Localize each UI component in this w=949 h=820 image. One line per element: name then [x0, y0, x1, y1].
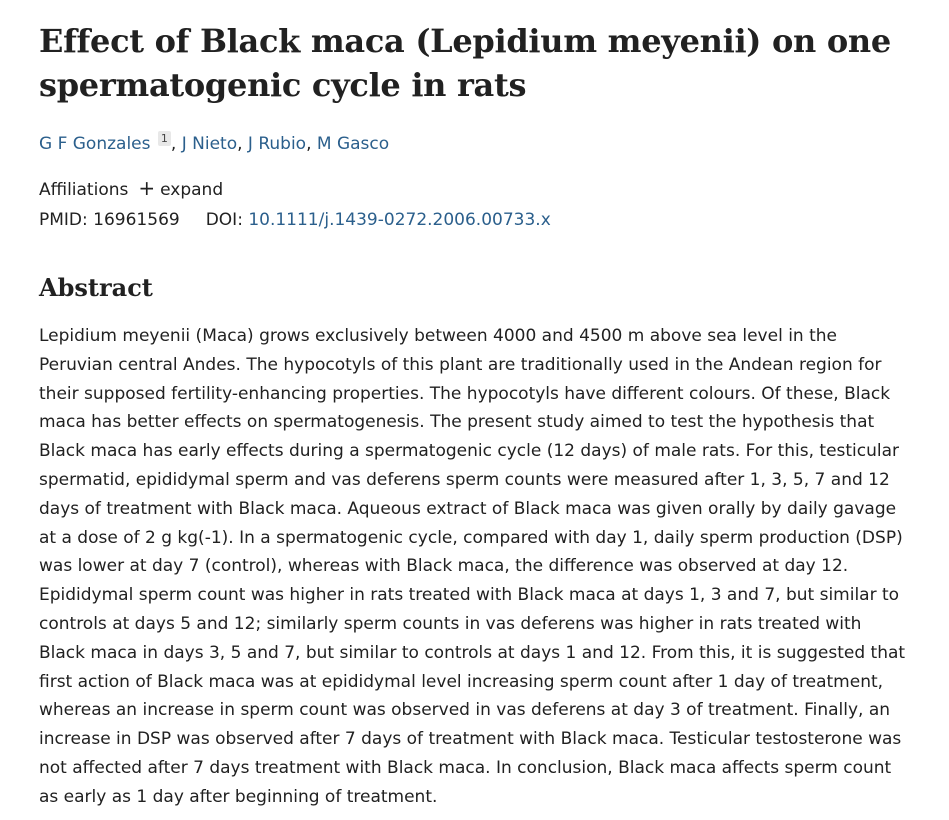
- affiliation-ref[interactable]: 1: [158, 131, 171, 146]
- author-link[interactable]: J Nieto: [181, 134, 238, 154]
- author-link[interactable]: J Rubio: [247, 134, 307, 154]
- expand-label: expand: [160, 180, 224, 200]
- affiliations-row: [39, 176, 223, 202]
- article-title: Effect of Black maca (Lepidium meyenii) on one spermatogenic cycle in rats: [39, 22, 891, 104]
- abstract-heading: Abstract: [39, 273, 153, 302]
- doi-link[interactable]: 10.1111/j.1439-0272.2006.00733.x: [248, 210, 551, 230]
- plus-icon: +: [138, 176, 156, 200]
- author-link[interactable]: G F Gonzales: [39, 134, 151, 154]
- abstract-text: Lepidium meyenii (Maca) grows exclusively between 4000 and 4500 m above sea level in the Peruvian central Andes. The hypocotyls of this plant are traditionally used in the Andean region for their supposed fertility-enhancing properties. The hypocotyls have different colours. Of these, Black maca has better effects on spermatogenesis. The present study aimed to test the hypothesis that Black maca has early effects during a spermatogenic cycle (12 days) of male rats. For this, testicular spermatid, epididymal sperm and vas deferens sperm counts were measured after 1, 3, 5, 7 and 12 days of treatment with Black maca. Aqueous extract of Black maca was given orally by daily gavage at a dose of 2 g kg(-1). In a spermatogenic cycle, compared with day 1, daily sperm production (DSP) was lower at day 7 (control), whereas with Black maca, the difference was observed at day 12. Epididymal sperm count was higher in rats treated with Black maca at days 1, 3 and 7, but similar to controls at days 5 and 12; similarly sperm counts in vas deferens was higher in rats treated with Black maca in days 3, 5 and 7, but similar to controls at days 1 and 12. From this, it is suggested that first action of Black maca was at epididymal level increasing sperm count after 1 day of treatment, whereas an increase in sperm count was observed in vas deferens at day 3 of treatment. Finally, an increase in DSP was observed after 7 days of treatment with Black maca. Testicular testosterone was not affected after 7 days treatment with Black maca. In conclusion, Black maca affects sperm count as early as 1 day after beginning of treatment.: [39, 326, 906, 807]
- affiliations-expand-button[interactable]: [128, 176, 224, 200]
- doi-label: DOI:: [205, 210, 243, 230]
- affiliations-label: Affiliations: [39, 180, 129, 200]
- identifiers-row: [39, 208, 551, 232]
- author-list: G F Gonzales $^1$ , J Nieto, J Rubio, M Gasco: [39, 132, 390, 154]
- pmid-value: 16961569: [93, 210, 180, 230]
- pmid-label: PMID:: [39, 210, 88, 230]
- author-link[interactable]: M Gasco: [316, 134, 390, 154]
